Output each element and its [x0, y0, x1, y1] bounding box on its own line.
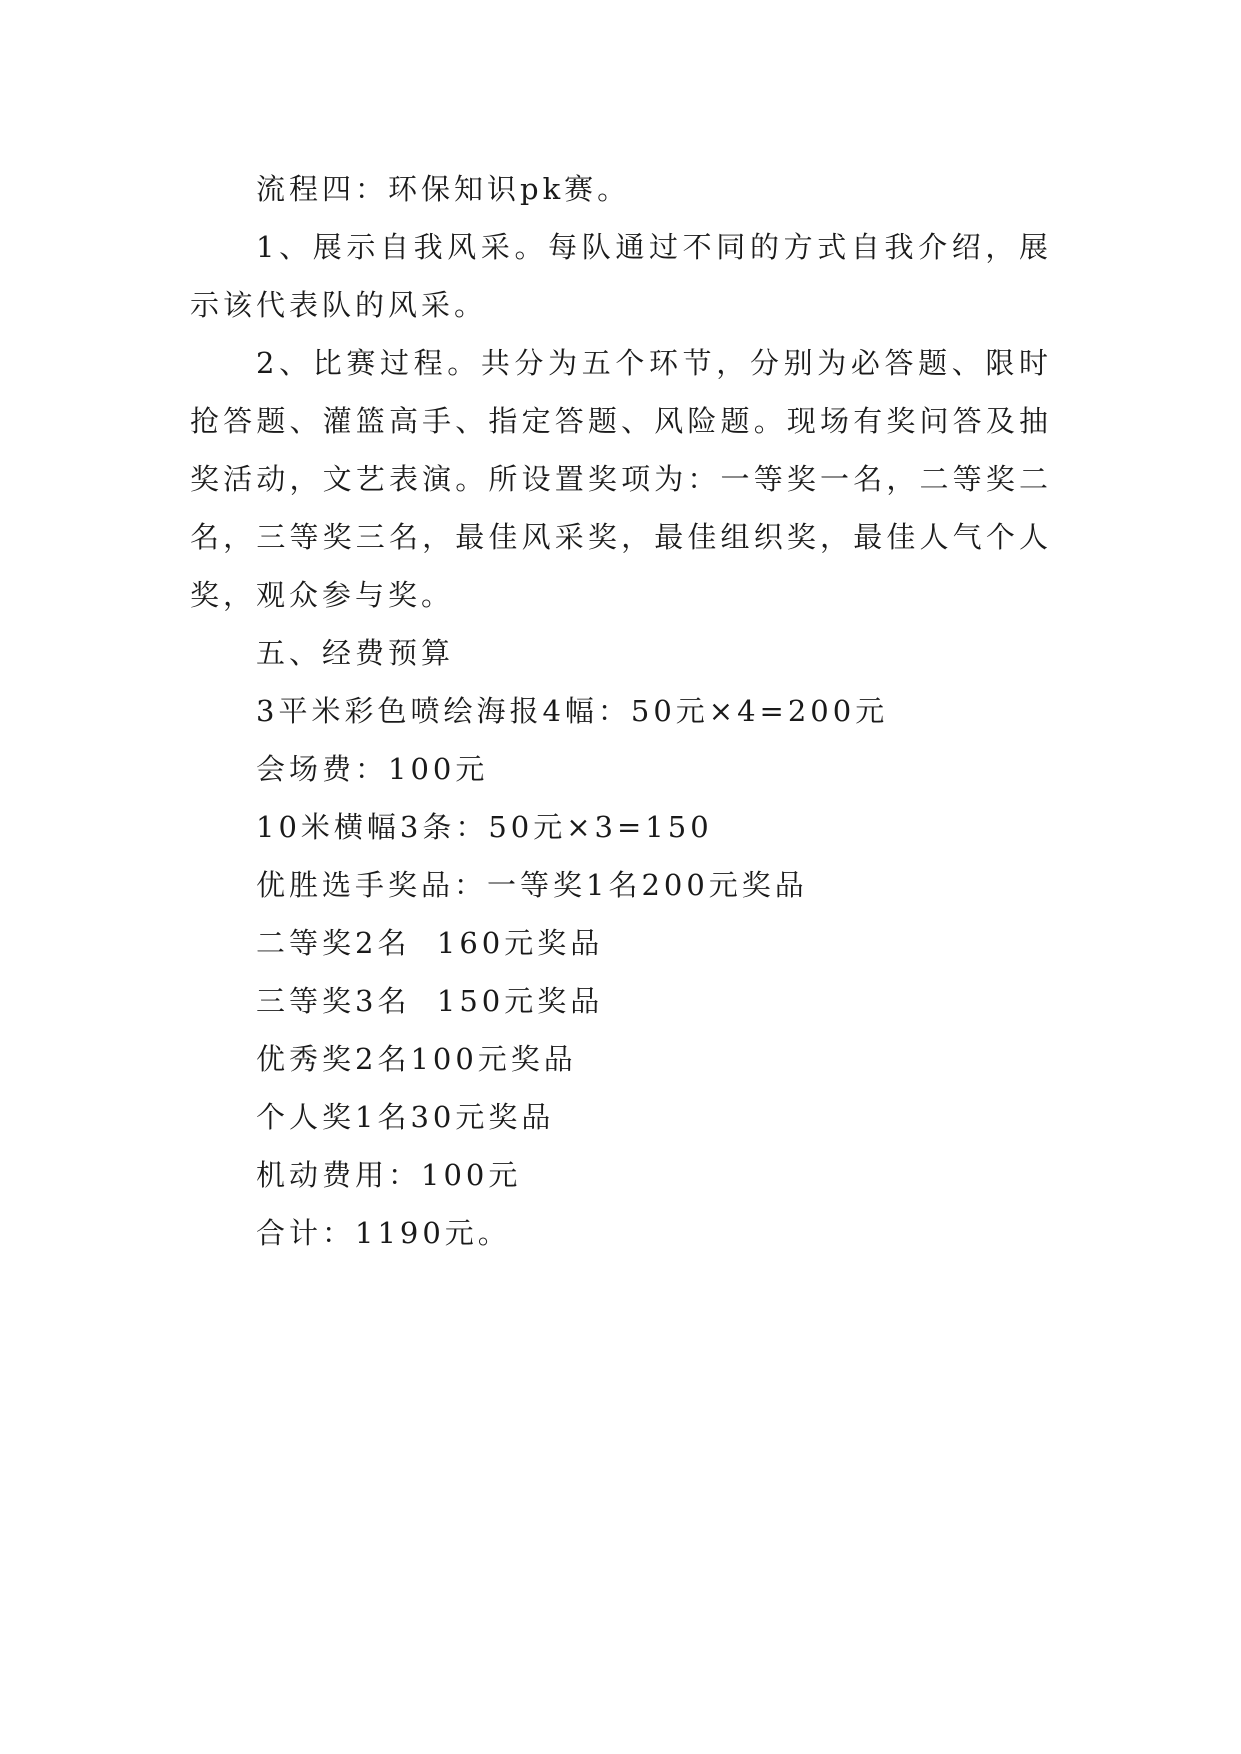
- budget-item-venue: 会场费：100元: [256, 752, 489, 786]
- document-body: [190, 160, 1052, 1262]
- budget-total: 合计：1190元。: [256, 1216, 511, 1250]
- budget-item-posters: 3平米彩色喷绘海报4幅：50元×4=200元: [256, 694, 889, 728]
- budget-heading: 五、经费预算: [256, 636, 455, 670]
- budget-item-contingency: 机动费用：100元: [256, 1158, 522, 1192]
- budget-item-second-prize: 二等奖2名 160元奖品: [256, 926, 604, 960]
- paragraph-team-showcase: 1、展示自我风采。每队通过不同的方式自我介绍，展示该代表队的风采。: [190, 230, 1052, 322]
- paragraph-competition-process: 2、比赛过程。共分为五个环节，分别为必答题、限时抢答题、灌篮高手、指定答题、风险题。现场有奖问答及抽奖活动，文艺表演。所设置奖项为：一等奖一名，二等奖二名，三等奖三名，最佳风采奖，最佳组织奖，最佳人气个人奖，观众参与奖。: [190, 346, 1052, 612]
- paragraph-process-four: 流程四：环保知识pk赛。: [256, 172, 631, 206]
- budget-item-individual-prize: 个人奖1名30元奖品: [256, 1100, 555, 1134]
- budget-item-third-prize: 三等奖3名 150元奖品: [256, 984, 604, 1018]
- budget-item-banners: 10米横幅3条：50元×3=150: [256, 810, 713, 844]
- budget-item-first-prize: 优胜选手奖品：一等奖1名200元奖品: [256, 868, 808, 902]
- budget-item-excellence-prize: 优秀奖2名100元奖品: [256, 1042, 577, 1076]
